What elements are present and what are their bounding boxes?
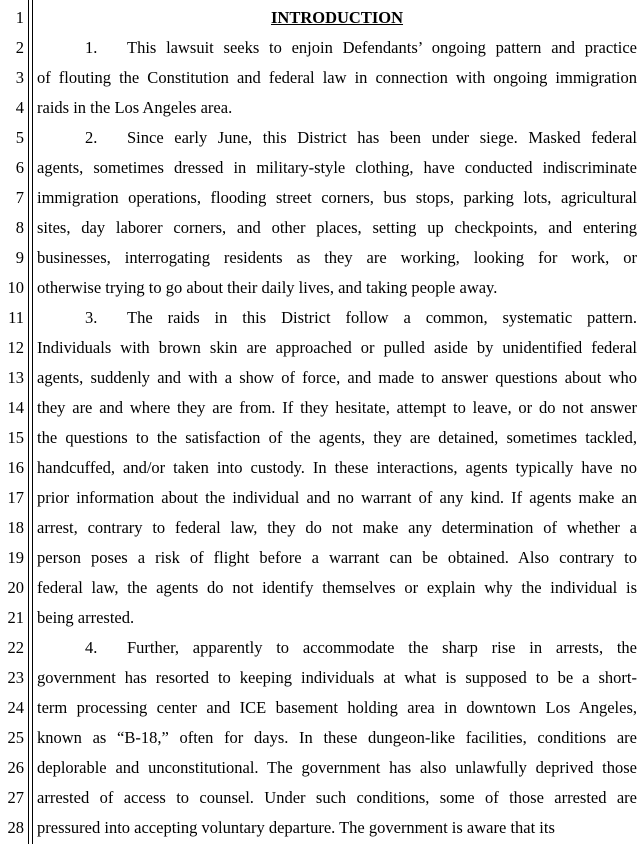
pleading-line [0,333,643,363]
paragraph-number: 2. [85,128,98,147]
line-number: 5 [15,128,24,147]
pleading-line [0,633,643,663]
line-number: 21 [7,608,24,627]
pleading-line [0,693,643,723]
pleading-line [0,483,643,513]
pleading-line [0,63,643,93]
line-number: 8 [15,218,24,237]
line-number: 19 [7,548,24,567]
line-number: 7 [15,188,24,207]
line-number: 23 [7,668,24,687]
pleading-line [0,393,643,423]
line-number: 28 [7,818,24,837]
pleading-line [0,183,643,213]
line-number: 11 [8,308,24,327]
paragraph-line: the questions to the satisfaction of the agents, they are detained, sometimes tackled, [37,428,637,447]
paragraph-line: known as “B-18,” often for days. In these dungeon-like facilities, conditions are [37,728,637,747]
paragraph-first-line [37,633,637,663]
pleading-line [0,603,643,633]
pleading-line [0,573,643,603]
pleading-line [0,243,643,273]
paragraph-line: sites, day laborer corners, and other places, setting up checkpoints, and entering [37,218,637,237]
paragraph-line: agents, sometimes dressed in military-style clothing, have conducted indiscriminate [37,158,637,177]
line-number: 26 [7,758,24,777]
pleading-line [0,363,643,393]
paragraph-line: raids in the Los Angeles area. [37,98,233,117]
line-number: 20 [7,578,24,597]
line-number: 27 [7,788,24,807]
paragraph-line: government has resorted to keeping individuals at what is supposed to be a short- [37,668,637,687]
paragraph-line: arrest, contrary to federal law, they do not make any determination of whether a [37,518,637,537]
paragraph-line: Individuals with brown skin are approached or pulled aside by unidentified federal [37,338,637,357]
line-number: 24 [7,698,24,717]
paragraph-line: being arrested. [37,608,135,627]
paragraph-line: agents, suddenly and with a show of force, and made to answer questions about who [37,368,637,387]
paragraph-line: person poses a risk of flight before a warrant can be obtained. Also contrary to [37,548,637,567]
pleading-line [0,93,643,123]
pleading-line [0,813,643,843]
pleading-line [0,663,643,693]
line-number: 15 [7,428,24,447]
paragraph-first-line [37,123,637,153]
paragraph-text: Since early June, this District has been under siege. Masked federal [127,128,637,147]
pleading-line [0,513,643,543]
paragraph-number: 1. [85,38,98,57]
pleading-line [0,453,643,483]
pleading-line [0,783,643,813]
pleading-line [0,273,643,303]
paragraph-first-line [37,303,637,333]
line-number: 10 [7,278,24,297]
line-number: 25 [7,728,24,747]
line-number: 16 [7,458,24,477]
paragraph-line: handcuffed, and/or taken into custody. In these interactions, agents typically have no [37,458,637,477]
paragraph-line: otherwise trying to go about their daily lives, and taking people away. [37,278,498,297]
line-number: 3 [15,68,24,87]
paragraph-number: 3. [85,308,98,327]
paragraph-line: immigration operations, flooding street corners, bus stops, parking lots, agricultural [37,188,637,207]
pleading-line [0,123,643,153]
paragraph-number: 4. [85,638,98,657]
line-number: 1 [15,8,24,27]
line-number: 14 [7,398,24,417]
line-number: 17 [7,488,24,507]
line-number: 4 [15,98,24,117]
paragraph-line: federal law, the agents do not identify themselves or explain why the individual is [37,578,637,597]
pleading-line [0,303,643,333]
pleading-line [0,33,643,63]
paragraph-line: pressured into accepting voluntary departure. The government is aware that its [37,818,555,837]
line-number: 9 [15,248,24,267]
paragraph-line: of flouting the Constitution and federal law in connection with ongoing immigration [37,68,637,87]
line-number: 13 [7,368,24,387]
pleading-line [0,3,643,33]
pleading-line [0,153,643,183]
line-number: 6 [15,158,24,177]
pleading-line [0,723,643,753]
line-number: 22 [7,638,24,657]
pleading-line [0,423,643,453]
paragraph-text: The raids in this District follow a common, systematic pattern. [127,308,637,327]
paragraph-line: deplorable and unconstitutional. The government has also unlawfully deprived those [37,758,637,777]
paragraph-line: prior information about the individual and no warrant of any kind. If agents make an [37,488,637,507]
section-heading: INTRODUCTION [270,8,404,27]
line-number: 2 [15,38,24,57]
line-number: 18 [7,518,24,537]
paragraph-first-line [37,33,637,63]
paragraph-line: arrested of access to counsel. Under such conditions, some of those arrested are [37,788,637,807]
paragraph-line: businesses, interrogating residents as they are working, looking for work, or [37,248,637,267]
paragraph-text: Further, apparently to accommodate the sharp rise in arrests, the [127,638,637,657]
pleading-line [0,213,643,243]
paragraph-line: term processing center and ICE basement holding area in downtown Los Angeles, [37,698,637,717]
paragraph-text: This lawsuit seeks to enjoin Defendants’ ongoing pattern and practice [127,38,637,57]
paragraph-line: they are and where they are from. If they hesitate, attempt to leave, or do not answer [37,398,637,417]
line-number: 12 [7,338,24,357]
pleading-line [0,753,643,783]
pleading-line [0,543,643,573]
